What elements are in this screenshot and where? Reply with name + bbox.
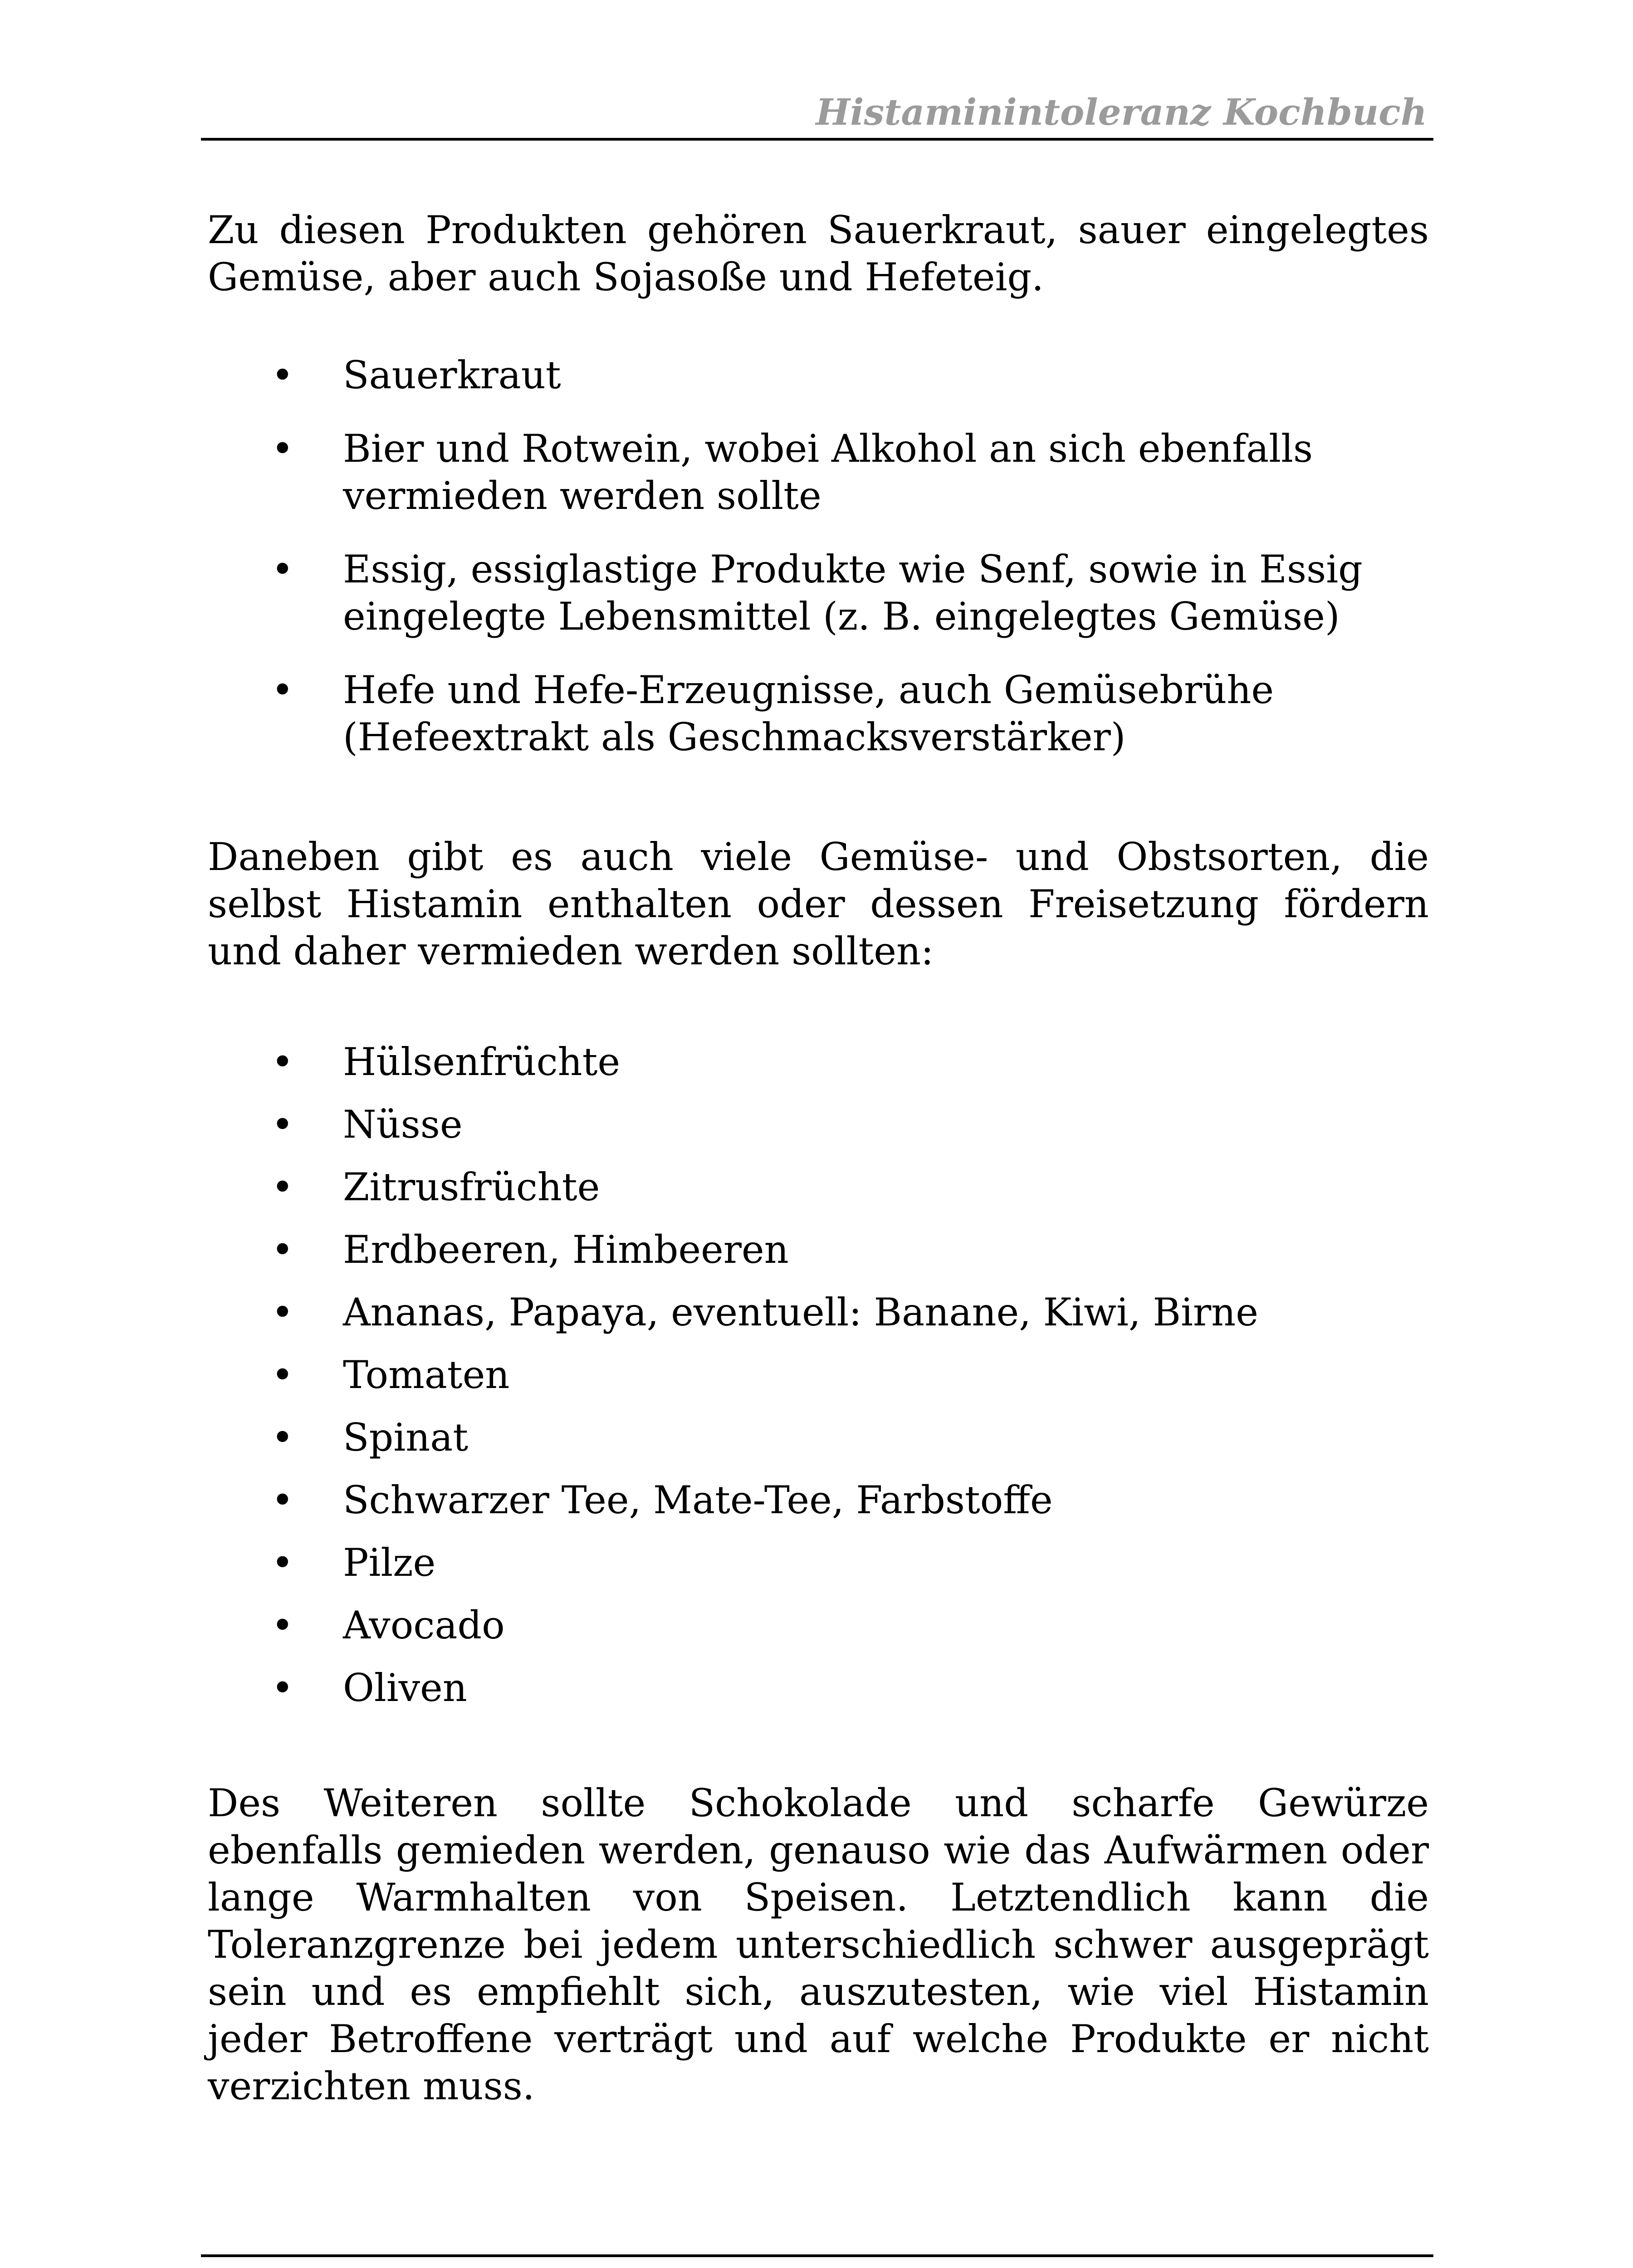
bullet-icon: •	[271, 1227, 294, 1272]
list-item-text: Tomaten	[343, 1353, 510, 1397]
list-item	[208, 1289, 1386, 1336]
list-item-text: Essig, essiglastige Produkte wie Senf, sowie in Essig eingelegte Lebensmittel (z. B. eingelegtes Gemüse)	[343, 547, 1363, 639]
bullet-icon: •	[271, 1478, 294, 1522]
list-item-text: Bier und Rotwein, wobei Alkohol an sich ebenfalls vermieden werden sollte	[343, 426, 1313, 518]
list-item-text: Nüsse	[343, 1102, 463, 1147]
list-item-text: Erdbeeren, Himbeeren	[343, 1227, 789, 1272]
list-item	[208, 1602, 1386, 1649]
bullet-icon: •	[271, 668, 294, 712]
bullet-icon: •	[271, 426, 294, 471]
list-item	[208, 666, 1386, 761]
running-header-title: Histaminintoleranz Kochbuch	[816, 91, 1427, 133]
list-item	[208, 1664, 1386, 1711]
list-item	[208, 1539, 1386, 1586]
list-item	[208, 1163, 1386, 1211]
page-content	[208, 206, 1429, 2110]
bullet-icon: •	[271, 1102, 294, 1147]
list-item	[208, 1226, 1386, 1273]
header-divider	[201, 138, 1433, 141]
list-item	[208, 1414, 1386, 1461]
list-item-text: Zitrusfrüchte	[343, 1165, 600, 1209]
bullet-icon: •	[271, 1415, 294, 1460]
vegetables-fruits-list	[208, 1038, 1429, 1711]
page-header	[201, 86, 1433, 141]
list-item-text: Hefe und Hefe-Erzeugnisse, auch Gemüsebrühe (Hefeextrakt als Geschmacksverstärker)	[343, 668, 1274, 759]
bullet-icon: •	[271, 1603, 294, 1647]
list-item-text: Ananas, Papaya, eventuell: Banane, Kiwi, Birne	[343, 1290, 1258, 1334]
bullet-icon: •	[271, 1666, 294, 1710]
footer-divider	[201, 2254, 1433, 2257]
bullet-icon: •	[271, 1040, 294, 1084]
list-item-text: Avocado	[343, 1603, 505, 1647]
list-item-text: Spinat	[343, 1415, 469, 1460]
list-item	[208, 1351, 1386, 1398]
list-item	[208, 352, 1386, 399]
bullet-icon: •	[271, 547, 294, 591]
list-item	[208, 546, 1386, 640]
bullet-icon: •	[271, 1540, 294, 1585]
list-item	[208, 1476, 1386, 1524]
bullet-icon: •	[271, 1165, 294, 1209]
list-item	[208, 1038, 1386, 1085]
page-footer	[201, 2254, 1433, 2268]
paragraph-intro: Zu diesen Produkten gehören Sauerkraut, sauer eingelegtes Gemüse, aber auch Sojasoße und Hefeteig.	[208, 208, 1429, 299]
bullet-icon: •	[271, 1290, 294, 1334]
list-item-text: Hülsenfrüchte	[343, 1040, 621, 1084]
bullet-icon: •	[271, 1353, 294, 1397]
paragraph-vegetables-fruits: Daneben gibt es auch viele Gemüse- und Obstsorten, die selbst Histamin enthalten oder dessen Freisetzung fördern und daher vermieden werden sollten:	[208, 835, 1429, 973]
bullet-icon: •	[271, 353, 294, 397]
fermented-products-list	[208, 352, 1429, 761]
list-item-text: Schwarzer Tee, Mate-Tee, Farbstoffe	[343, 1478, 1053, 1522]
list-item-text: Oliven	[343, 1666, 467, 1710]
list-item-text: Pilze	[343, 1540, 436, 1585]
paragraph-conclusion: Des Weiteren sollte Schokolade und scharfe Gewürze ebenfalls gemieden werden, genauso wie das Aufwärmen oder lange Warmhalten von Speisen. Letztendlich kann die Toleranzgrenze bei jedem unterschiedlich schwer ausgeprägt sein und es empfiehlt sich, auszutesten, wie viel Histamin jeder Betroffene verträgt und auf welche Produkte er nicht verzichten muss.	[208, 1781, 1429, 2108]
list-item-text: Sauerkraut	[343, 353, 561, 397]
list-item	[208, 1101, 1386, 1148]
list-item	[208, 425, 1386, 519]
